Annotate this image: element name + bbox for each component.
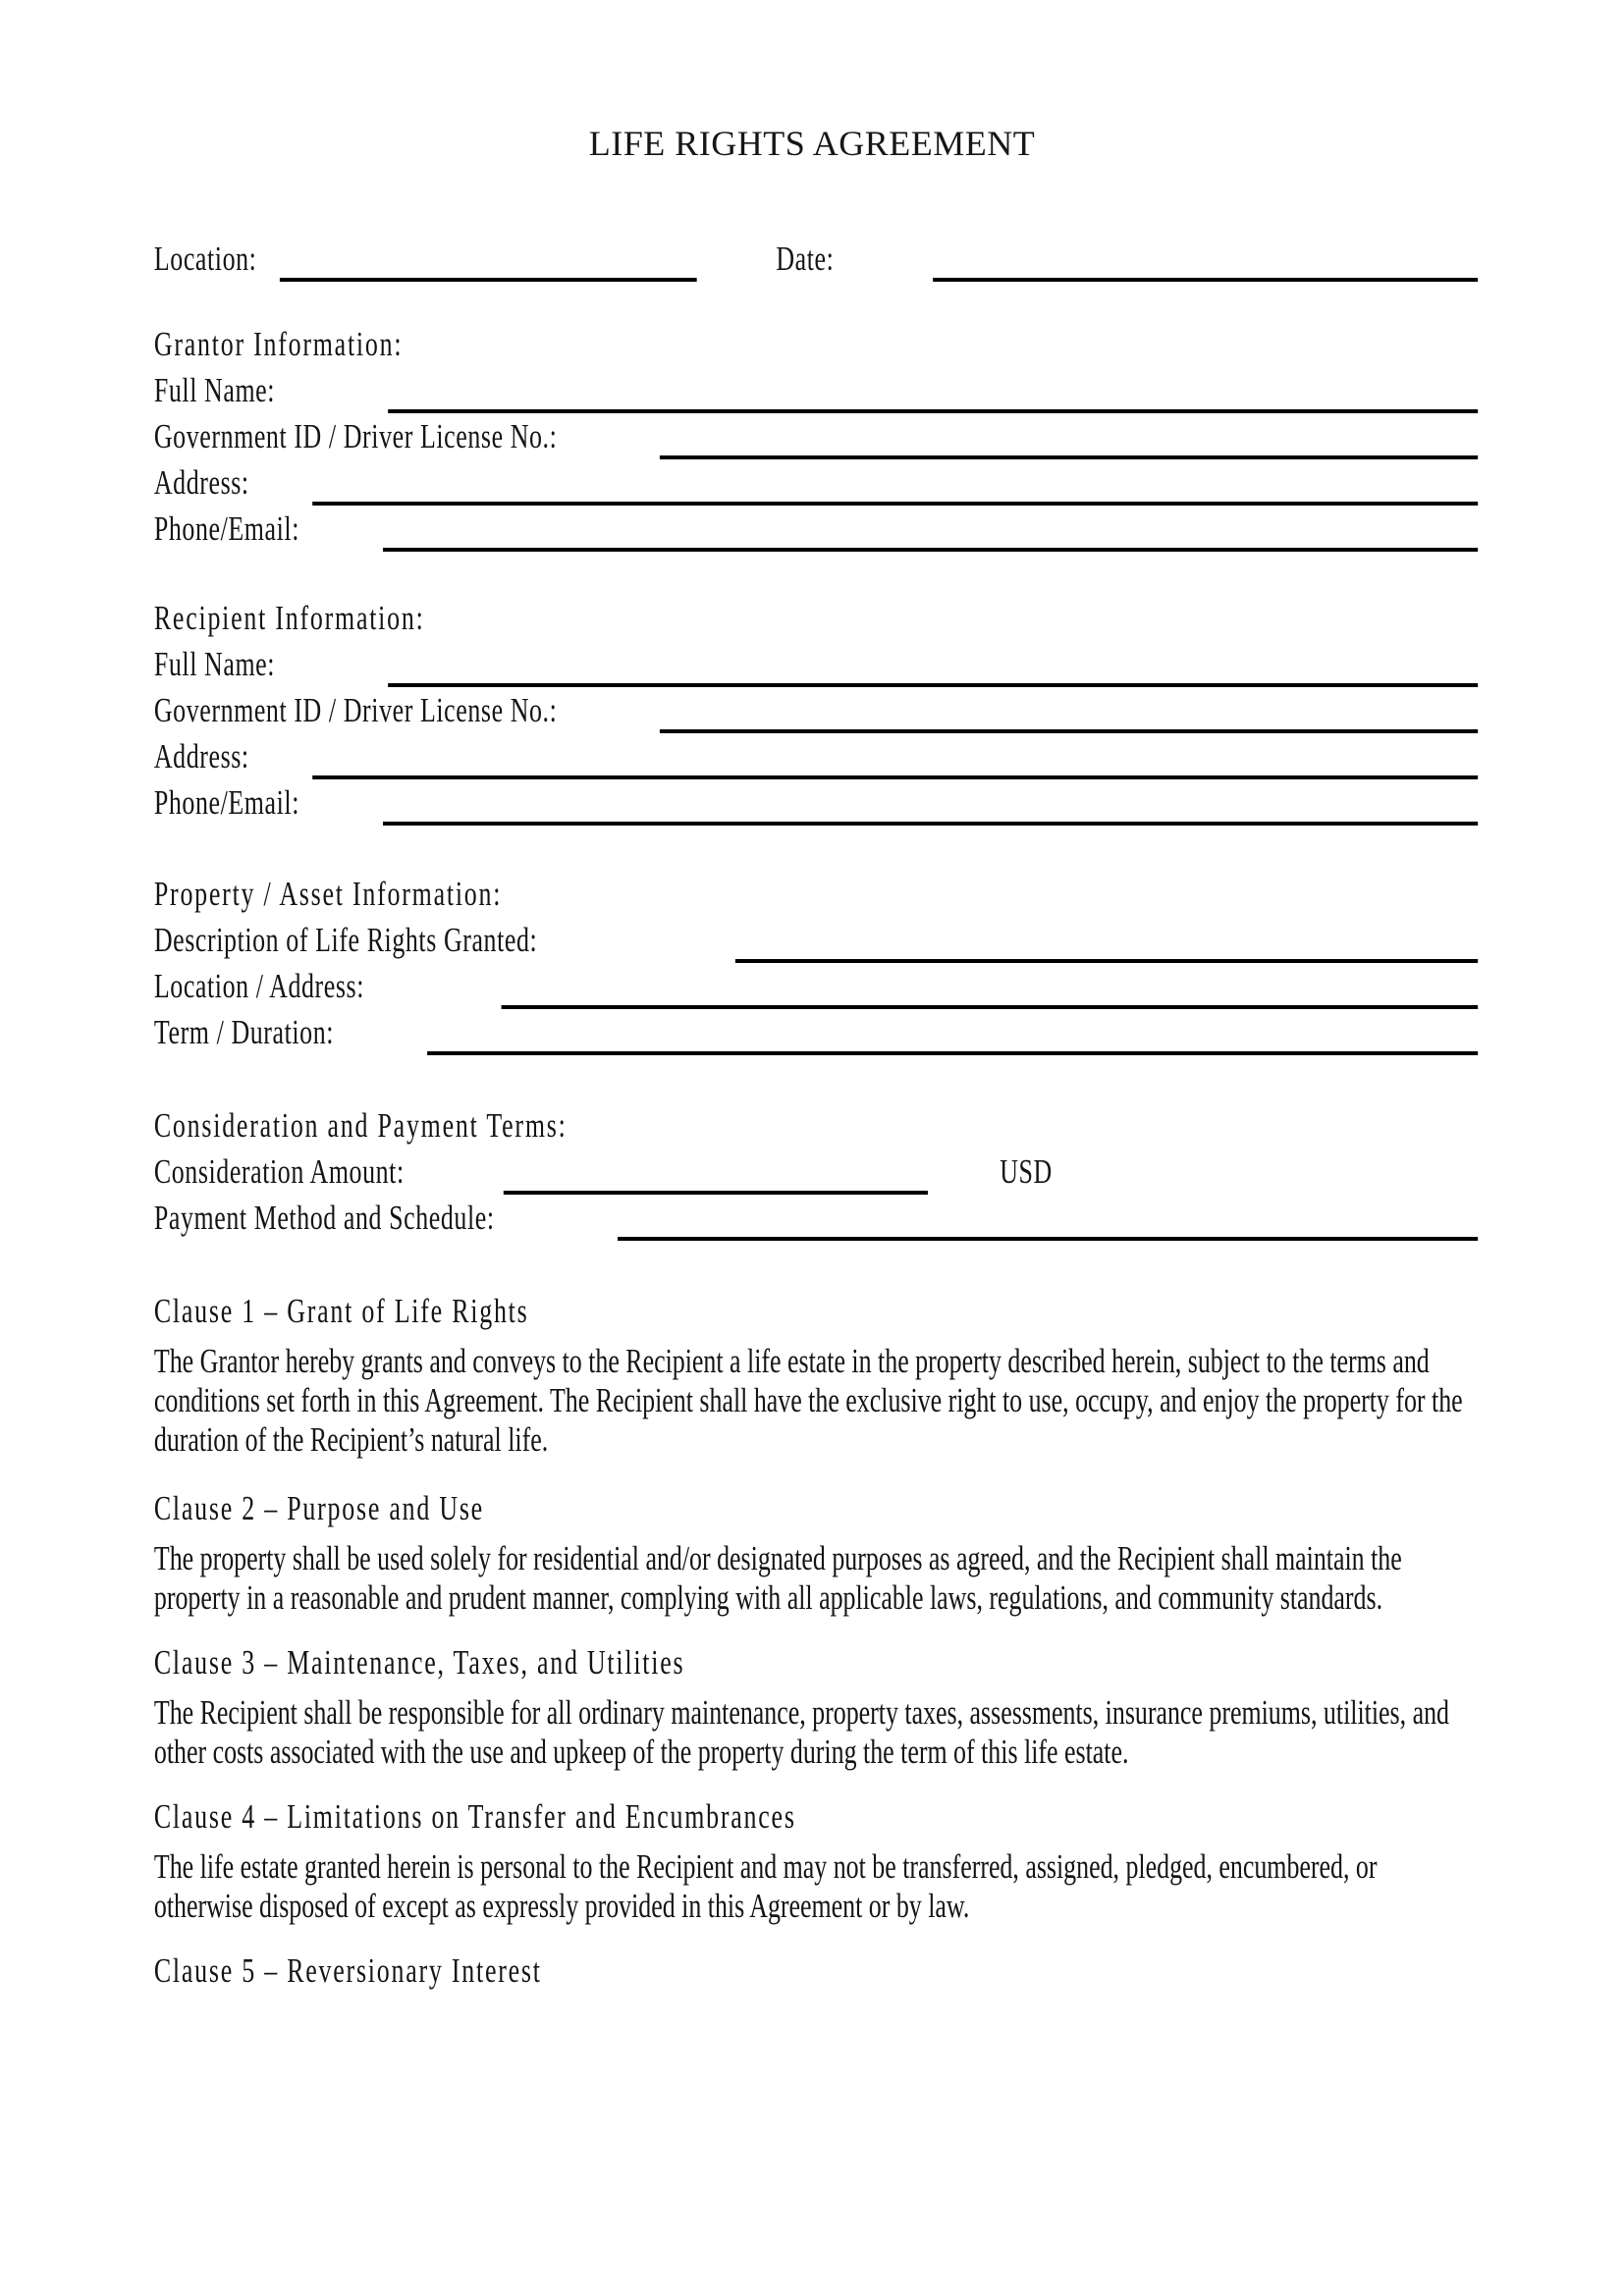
consideration-section-heading: Consideration and Payment Terms: xyxy=(153,1106,568,1145)
document-title: LIFE RIGHTS AGREEMENT xyxy=(588,124,1036,163)
date-label: Date: xyxy=(776,240,835,278)
grantor-phone-email-input-line[interactable] xyxy=(383,548,1478,552)
clause-5-heading: Clause 5 – Reversionary Interest xyxy=(153,1951,542,1990)
property-description-row xyxy=(154,917,1478,963)
location-date-row xyxy=(154,236,1478,282)
currency-label: USD xyxy=(1000,1152,1053,1191)
clause-3-body: The Recipient shall be responsible for all ordinary maintenance, property taxes, assessments, insurance premiums, utilities, and other costs associated with the use and upkeep of the property during the term of this life estate. xyxy=(153,1693,1449,1771)
grantor-address-label: Address: xyxy=(153,463,249,502)
document-body xyxy=(0,236,1624,1994)
grantor-phone-email-row xyxy=(154,506,1478,552)
payment-method-label: Payment Method and Schedule: xyxy=(153,1199,495,1237)
property-location-row xyxy=(154,963,1478,1009)
payment-method-row xyxy=(154,1195,1478,1241)
consideration-amount-row xyxy=(154,1148,1478,1195)
grantor-section-heading: Grantor Information: xyxy=(153,325,404,363)
recipient-address-row xyxy=(154,733,1478,779)
grantor-gov-id-label: Government ID / Driver License No.: xyxy=(153,417,558,455)
recipient-gov-id-row xyxy=(154,687,1478,733)
location-input-line[interactable] xyxy=(280,278,697,282)
property-term-input-line[interactable] xyxy=(427,1051,1478,1055)
grantor-gov-id-row xyxy=(154,413,1478,459)
clause-1-body: The Grantor hereby grants and conveys to the Recipient a life estate in the property described herein, subject to the terms and conditions set forth in this Agreement. The Recipient shall have the exclusive right to use, occupy, and enjoy the property for the duration of the Recipient’s natural life. xyxy=(153,1342,1463,1459)
recipient-gov-id-label: Government ID / Driver License No.: xyxy=(153,691,558,729)
grantor-full-name-label: Full Name: xyxy=(153,371,276,409)
clause-4-heading: Clause 4 – Limitations on Transfer and Encumbrances xyxy=(153,1797,796,1836)
recipient-phone-email-input-line[interactable] xyxy=(383,822,1478,826)
consideration-amount-label: Consideration Amount: xyxy=(153,1152,405,1191)
recipient-address-label: Address: xyxy=(153,737,249,775)
recipient-full-name-label: Full Name: xyxy=(153,645,276,683)
property-location-label: Location / Address: xyxy=(153,967,364,1005)
recipient-phone-email-row xyxy=(154,779,1478,826)
clause-1-heading: Clause 1 – Grant of Life Rights xyxy=(153,1292,529,1330)
grantor-full-name-row xyxy=(154,367,1478,413)
property-term-row xyxy=(154,1009,1478,1055)
property-term-label: Term / Duration: xyxy=(153,1013,335,1051)
clause-4-body: The life estate granted herein is personal to the Recipient and may not be transferred, assigned, pledged, encumbered, or otherwise disposed of except as expressly provided in this Agreement or by law. xyxy=(153,1847,1378,1925)
grantor-phone-email-label: Phone/Email: xyxy=(153,509,299,548)
property-description-label: Description of Life Rights Granted: xyxy=(153,921,538,959)
recipient-phone-email-label: Phone/Email: xyxy=(153,783,299,822)
payment-method-input-line[interactable] xyxy=(618,1237,1478,1241)
location-label: Location: xyxy=(153,240,257,278)
property-section-heading: Property / Asset Information: xyxy=(153,875,503,913)
clause-3-heading: Clause 3 – Maintenance, Taxes, and Utilities xyxy=(153,1643,685,1682)
clause-2-heading: Clause 2 – Purpose and Use xyxy=(153,1489,484,1527)
clause-2-body: The property shall be used solely for residential and/or designated purposes as agreed, and the Recipient shall maintain the property in a reasonable and prudent manner, complying with all applicable laws, regulations, and community standards. xyxy=(153,1539,1402,1617)
recipient-section-heading: Recipient Information: xyxy=(153,599,425,637)
grantor-address-row xyxy=(154,459,1478,506)
recipient-full-name-row xyxy=(154,641,1478,687)
date-input-line[interactable] xyxy=(933,278,1478,282)
